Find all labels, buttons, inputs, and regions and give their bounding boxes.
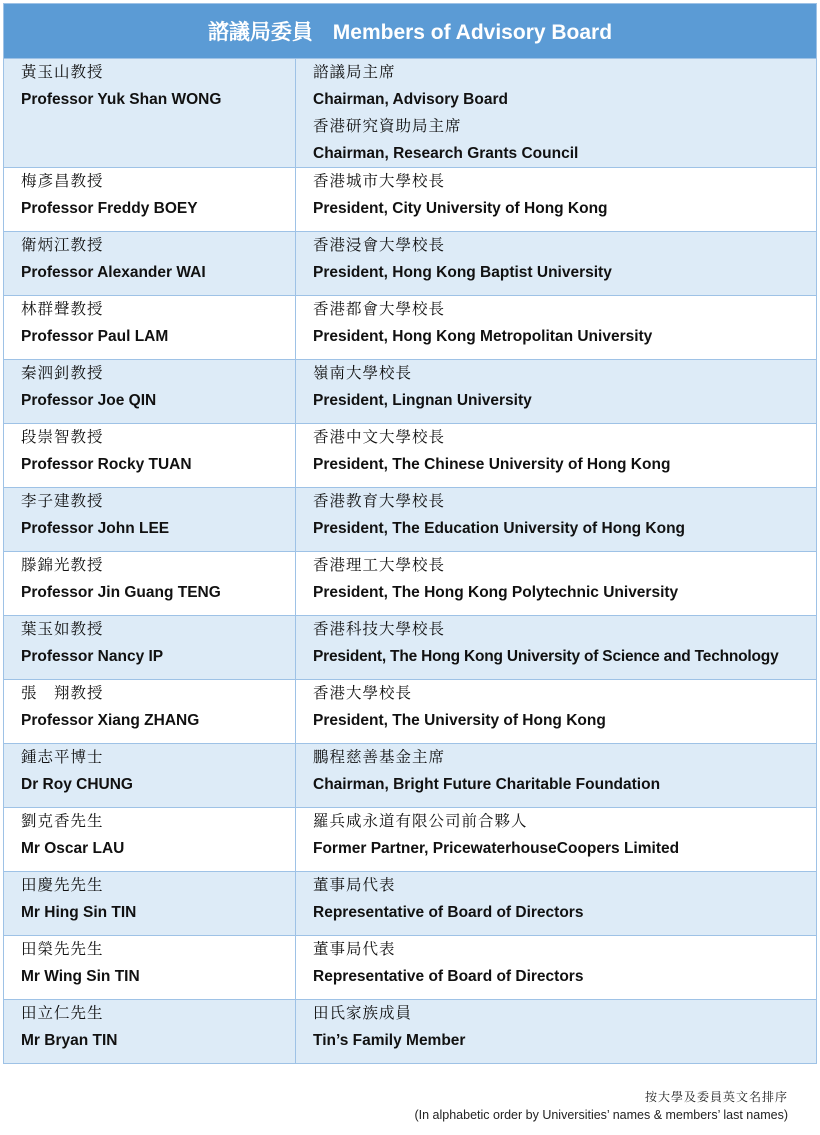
member-name-cell: [4, 1000, 296, 1064]
table-row: [4, 936, 817, 1000]
table-title: [4, 4, 817, 59]
member-role-en: President, Lingnan University: [313, 392, 532, 409]
member-role-zh: 香港城市大學校長: [313, 172, 446, 190]
table-row: [4, 680, 817, 744]
member-role-en: Representative of Board of Directors: [313, 904, 584, 921]
member-name-cell: [4, 232, 296, 296]
member-role-zh: 董事局代表: [313, 940, 396, 958]
member-name-en: Mr Wing Sin TIN: [21, 968, 140, 985]
member-role-cell: [296, 872, 817, 936]
sort-order-note-en: (In alphabetic order by Universities’ names & members’ last names): [414, 1108, 788, 1122]
member-role-zh: 香港研究資助局主席: [313, 117, 462, 135]
member-name-zh: 田慶先先生: [21, 876, 104, 894]
member-role-cell: [296, 616, 817, 680]
member-role-cell: [296, 744, 817, 808]
member-name-cell: [4, 552, 296, 616]
member-role-zh: 董事局代表: [313, 876, 396, 894]
member-name-cell: [4, 872, 296, 936]
member-name-en: Professor Rocky TUAN: [21, 456, 192, 473]
member-role-zh: 鵬程慈善基金主席: [313, 748, 446, 766]
member-role-en: President, City University of Hong Kong: [313, 200, 608, 217]
member-name-zh: 李子建教授: [21, 492, 104, 510]
member-role-cell: [296, 680, 817, 744]
table-row: [4, 488, 817, 552]
member-role-cell: [296, 1000, 817, 1064]
member-role-en: President, Hong Kong Baptist University: [313, 264, 612, 281]
member-role-zh: 嶺南大學校長: [313, 364, 413, 382]
member-name-zh: 黃玉山教授: [21, 63, 104, 81]
member-name-en: Professor Joe QIN: [21, 392, 157, 409]
table-header-row: [4, 4, 817, 59]
member-role-cell: [296, 360, 817, 424]
member-role-en: President, The Education University of Hong Kong: [313, 520, 686, 537]
member-name-zh: 滕錦光教授: [21, 556, 104, 574]
member-name-cell: [4, 424, 296, 488]
member-name-zh: 衛炳江教授: [21, 236, 104, 254]
member-role-cell: [296, 424, 817, 488]
member-name-cell: [4, 744, 296, 808]
member-name-zh: 田立仁先生: [21, 1004, 104, 1022]
member-name-cell: [4, 680, 296, 744]
title-zh: 諮議局委員: [207, 19, 313, 44]
member-role-zh: 香港教育大學校長: [313, 492, 446, 510]
member-role-cell: [296, 936, 817, 1000]
member-name-en: Professor Yuk Shan WONG: [21, 91, 222, 108]
member-name-zh: 鍾志平博士: [21, 748, 104, 766]
member-name-zh: 段崇智教授: [21, 428, 104, 446]
member-name-cell: [4, 296, 296, 360]
member-role-zh: 羅兵咸永道有限公司前合夥人: [313, 812, 528, 830]
member-name-zh: 林群聲教授: [21, 300, 104, 318]
member-role-en: President, Hong Kong Metropolitan University: [313, 328, 653, 345]
table-row: [4, 744, 817, 808]
member-name-en: Professor Xiang ZHANG: [21, 712, 200, 729]
member-role-en: President, The Chinese University of Hong Kong: [313, 456, 671, 473]
member-role-en: Chairman, Bright Future Charitable Foundation: [313, 776, 661, 793]
table-row: [4, 59, 817, 168]
member-role-cell: [296, 552, 817, 616]
member-name-en: Mr Hing Sin TIN: [21, 904, 137, 921]
table-row: [4, 168, 817, 232]
member-role-cell: [296, 296, 817, 360]
member-name-en: Mr Oscar LAU: [21, 840, 125, 857]
member-role-zh: 香港都會大學校長: [313, 300, 446, 318]
table-row: [4, 424, 817, 488]
table-row: [4, 872, 817, 936]
member-name-en: Dr Roy CHUNG: [21, 776, 133, 793]
member-name-en: Professor Jin Guang TENG: [21, 584, 221, 601]
advisory-board-table: [3, 3, 817, 1064]
member-role-cell: [296, 59, 817, 168]
member-role-zh: 香港中文大學校長: [313, 428, 446, 446]
member-name-cell: [4, 488, 296, 552]
member-name-zh: 田榮先先生: [21, 940, 104, 958]
member-role-zh: 香港浸會大學校長: [313, 236, 446, 254]
sort-order-note: [414, 1088, 788, 1124]
sort-order-note-zh: 按大學及委員英文名排序: [644, 1090, 788, 1104]
table-row: [4, 808, 817, 872]
member-name-zh: 葉玉如教授: [21, 620, 104, 638]
table-row: [4, 360, 817, 424]
member-role-en: President, The University of Hong Kong: [313, 712, 606, 729]
member-name-en: Professor Freddy BOEY: [21, 200, 198, 217]
member-role-cell: [296, 168, 817, 232]
member-role-en: Tin’s Family Member: [313, 1032, 466, 1049]
member-name-cell: [4, 360, 296, 424]
member-name-en: Professor Alexander WAI: [21, 264, 206, 281]
member-role-cell: [296, 232, 817, 296]
table-row: [4, 552, 817, 616]
member-role-zh: 香港理工大學校長: [313, 556, 446, 574]
member-name-zh: 梅彥昌教授: [21, 172, 104, 190]
table-row: [4, 296, 817, 360]
title-en: Members of Advisory Board: [332, 21, 613, 44]
member-role-en: Representative of Board of Directors: [313, 968, 584, 985]
member-name-cell: [4, 168, 296, 232]
member-role-en: President, The Hong Kong University of Science and Technology: [313, 648, 779, 665]
member-role-zh: 香港科技大學校長: [313, 620, 446, 638]
member-name-cell: [4, 59, 296, 168]
member-role-cell: [296, 488, 817, 552]
member-name-en: Professor John LEE: [21, 520, 170, 537]
member-name-zh: 劉克香先生: [21, 812, 104, 830]
member-role-zh: 諮議局主席: [313, 63, 396, 81]
member-name-cell: [4, 808, 296, 872]
member-name-en: Mr Bryan TIN: [21, 1032, 118, 1049]
member-role-cell: [296, 808, 817, 872]
member-name-zh: 秦泗釗教授: [21, 364, 104, 382]
member-role-en: President, The Hong Kong Polytechnic University: [313, 584, 679, 601]
member-name-cell: [4, 936, 296, 1000]
member-name-en: Professor Paul LAM: [21, 328, 169, 345]
member-role-zh: 香港大學校長: [313, 684, 413, 702]
member-role-zh: 田氏家族成員: [313, 1004, 413, 1022]
member-role-en: Chairman, Research Grants Council: [313, 145, 579, 162]
table-row: [4, 232, 817, 296]
member-name-en: Professor Nancy IP: [21, 648, 164, 665]
member-name-zh: 張 翔教授: [21, 684, 104, 702]
table-row: [4, 1000, 817, 1064]
member-role-en: Chairman, Advisory Board: [313, 91, 508, 108]
member-name-cell: [4, 616, 296, 680]
table-row: [4, 616, 817, 680]
member-role-en: Former Partner, PricewaterhouseCoopers Limited: [313, 840, 680, 857]
table-body: [4, 4, 817, 1064]
